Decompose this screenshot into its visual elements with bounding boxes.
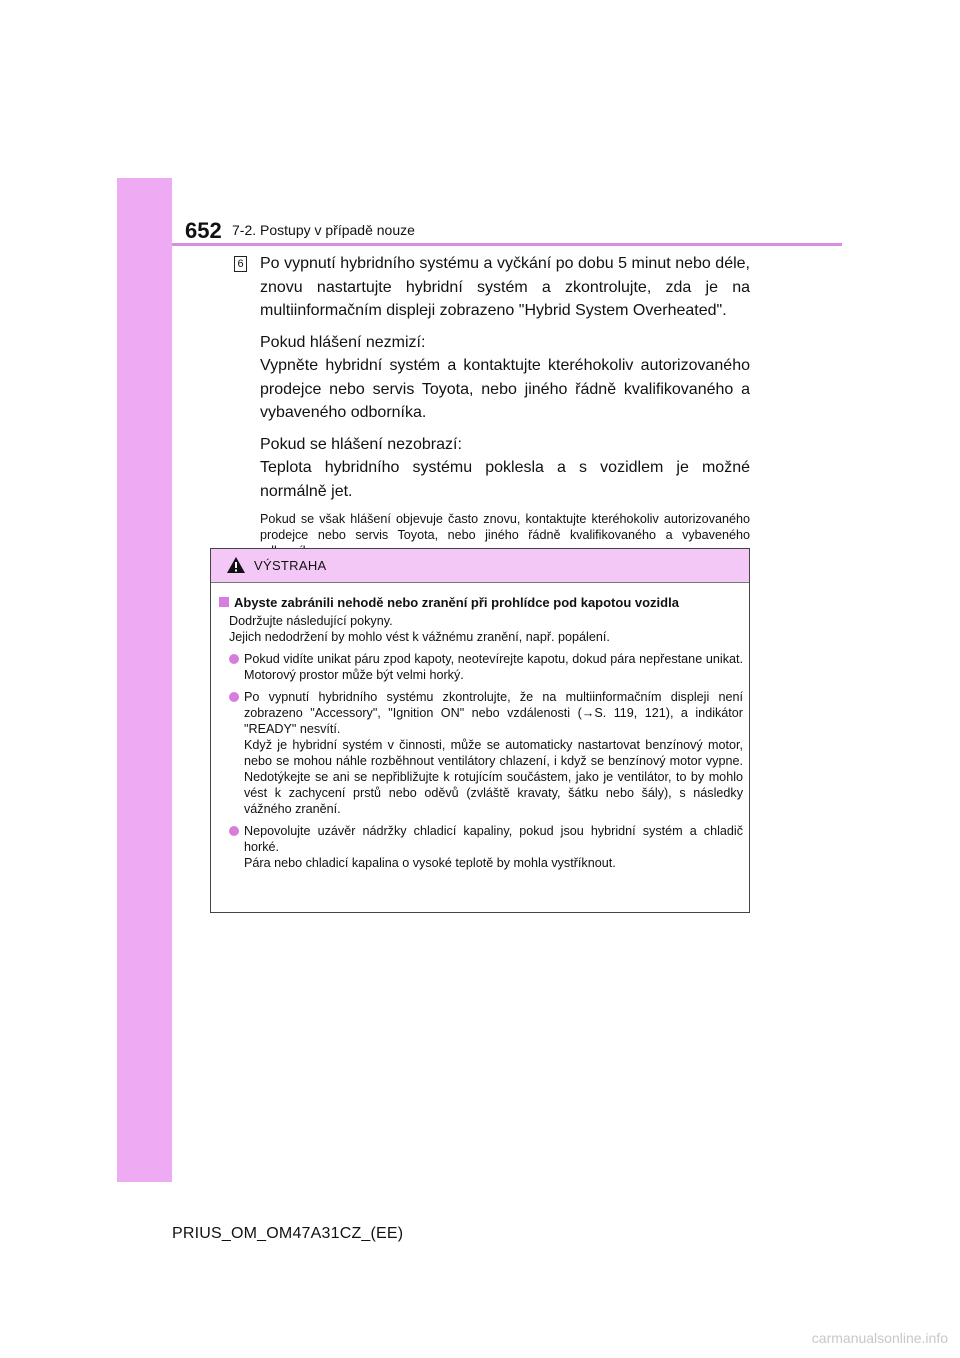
warning-box — [210, 548, 750, 913]
warning-heading — [219, 594, 743, 611]
warning-heading-text: Abyste zabránili nehodě nebo zranění při prohlídce pod kapotou vozidla — [234, 595, 679, 610]
bullet-text: Nepovolujte uzávěr nádržky chladicí kapaliny, pokud jsou hybridní systém a chladič horké. — [244, 824, 743, 854]
bullet-extra: Pára nebo chladicí kapalina o vysoké teplotě by mohla vystříknout. — [244, 856, 616, 870]
step-note: Pokud se však hlášení objevuje často znovu, kontaktujte kteréhokoliv autorizovaného prodejce nebo servis Toyota, nebo jiného řádně kvalifikovaného a vybaveného — [260, 512, 750, 542]
page-number: 652 — [185, 218, 222, 243]
step-paragraph: Po vypnutí hybridního systému a vyčkání po dobu 5 minut nebo déle, znovu nastartujte hybridní systém a zkontrolujte, zda je na multiinformačním displeji zobrazeno "Hybrid System Overheated". — [260, 255, 750, 319]
case2-condition: Pokud se hlášení nezobrazí: — [260, 435, 462, 453]
chapter-sidebar-tab — [117, 178, 172, 1182]
square-bullet-icon — [219, 597, 229, 607]
warning-intro-1: Dodržujte následující pokyny. — [229, 614, 393, 628]
warning-title: VÝSTRAHA — [254, 558, 327, 573]
warning-header — [211, 549, 749, 583]
bullet-text: Pokud vidíte unikat páru zpod kapoty, neotevírejte kapotu, dokud pára nepřestane unikat. Motorový prostor může být velmi horký. — [244, 652, 743, 682]
step-content — [260, 252, 750, 559]
warning-triangle-icon — [226, 556, 246, 574]
circle-bullet-icon — [229, 654, 239, 664]
section-title: 7-2. Postupy v případě nouze — [232, 222, 415, 238]
document-code: PRIUS_OM_OM47A31CZ_(EE) — [172, 1225, 404, 1242]
warning-intro-2: Jejich nedodržení by mohlo vést k vážnému zranění, např. popálení. — [229, 630, 610, 644]
case1-condition: Pokud hlášení nezmizí: — [260, 333, 426, 351]
watermark: carmanualsonline.info — [811, 1330, 948, 1346]
warning-bullet — [229, 823, 743, 871]
case1-action: Vypněte hybridní systém a kontaktujte kteréhokoliv autorizovaného prodejce nebo servis Toyota, nebo jiného řádně kvalifikovaného a vybaveného odborníka. — [260, 357, 750, 421]
warning-bullet — [229, 689, 743, 817]
bullet-extra: Když je hybridní systém v činnosti, může se automaticky nastartovat benzínový motor, nebo se mohou náhle rozběhnout ventilátory chlazení, i když se benzínový motor vypne. Nedotýkejte se ani se nepřibližujte k rotujícím součástem, jako je ventilátor, to by mohlo vést k zachycení prstů nebo oděvů (zvláště kravaty, šátku nebo šály), s následky vážného zranění. — [244, 738, 743, 816]
header-divider — [172, 243, 842, 246]
circle-bullet-icon — [229, 826, 239, 836]
warning-bullet — [229, 651, 743, 683]
case2-action: Teplota hybridního systému poklesla a s vozidlem je možné normálně jet. — [260, 459, 750, 500]
step-number-box: 6 — [234, 256, 247, 272]
circle-bullet-icon — [229, 692, 239, 702]
bullet-text: Po vypnutí hybridního systému zkontrolujte, že na multiinformačním displeji není zobrazeno "Accessory", "Ignition ON" nebo vzdálenosti (→S. 119, 121), a indikátor "READY" nesvítí. — [244, 690, 743, 736]
